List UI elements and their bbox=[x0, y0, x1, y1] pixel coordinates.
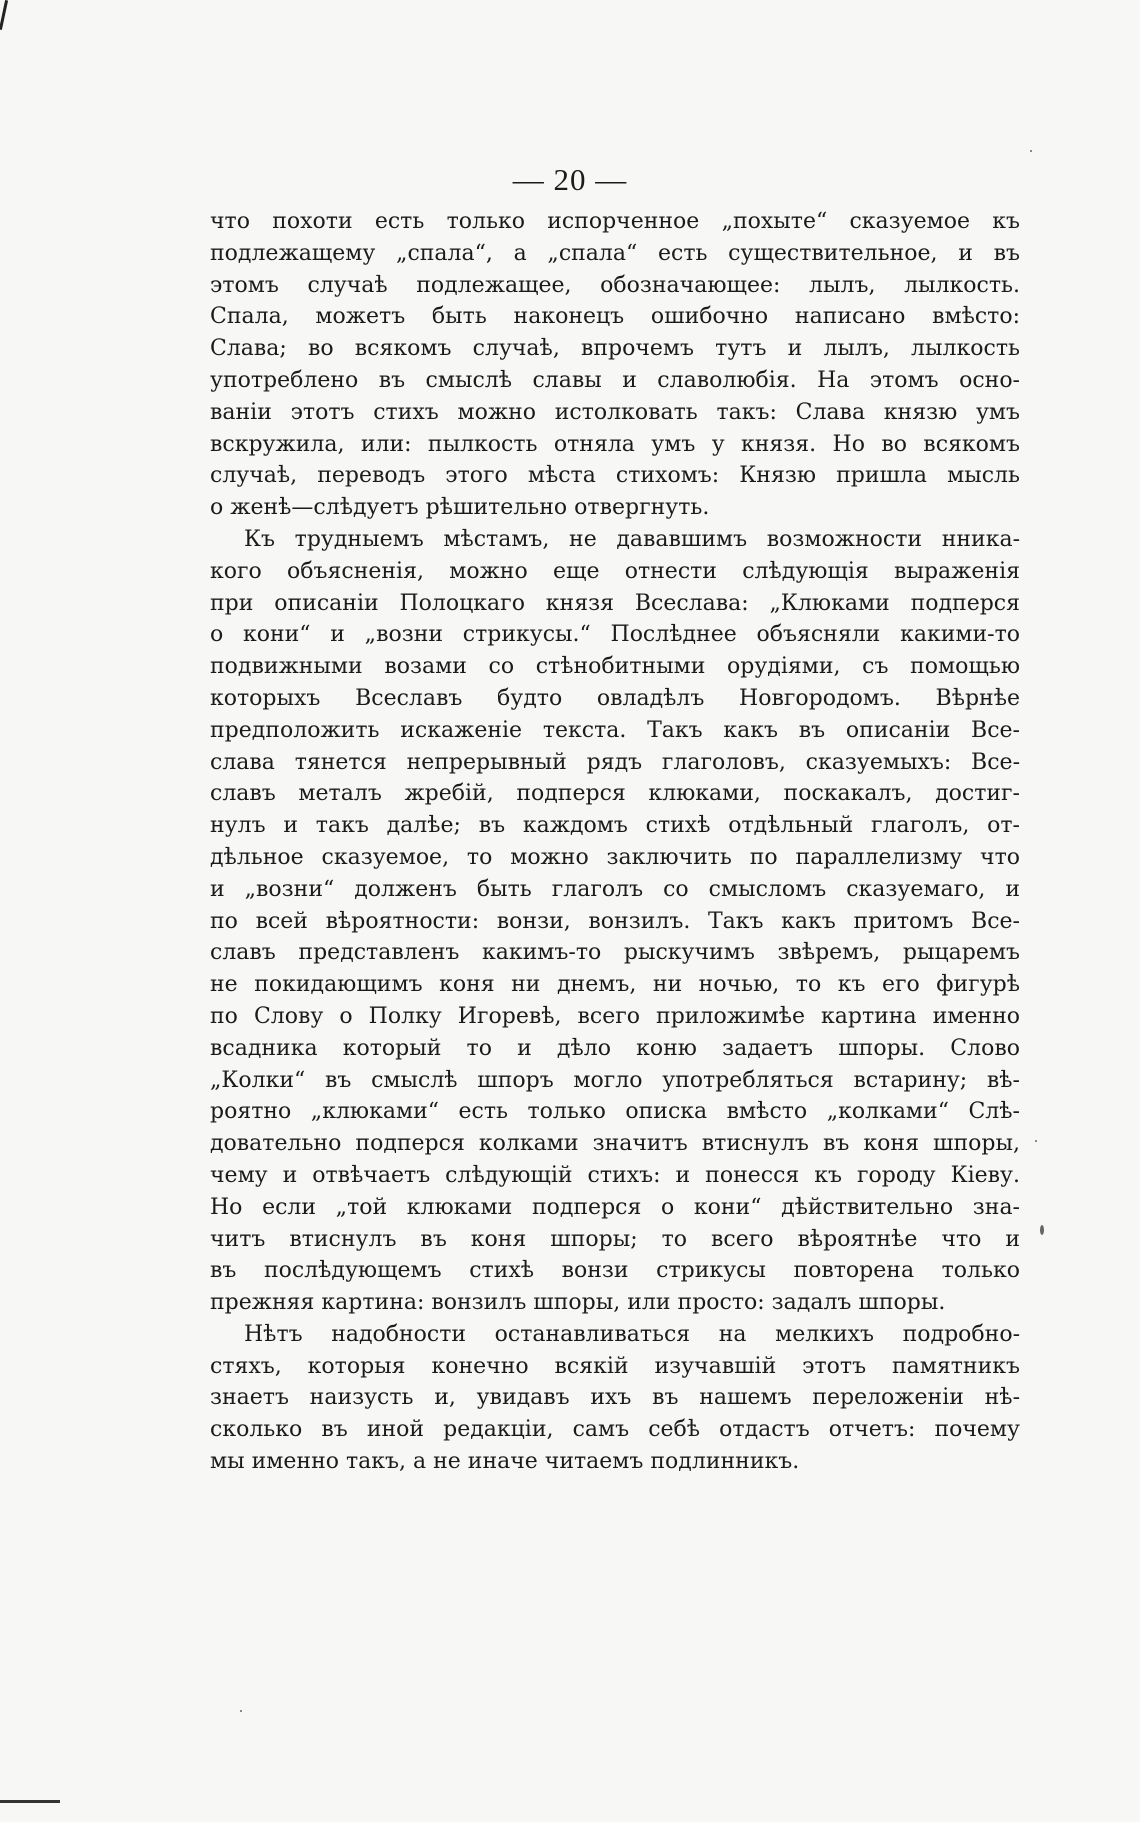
scan-edge-mark-top bbox=[0, 0, 8, 30]
text-line: славъ представленъ какимъ-то рыскучимъ звѣремъ, рыцаремъ bbox=[210, 940, 1020, 966]
text-line: сколько въ иной редакціи, самъ себѣ отдастъ отчетъ: почему bbox=[210, 1417, 1020, 1443]
text-line: случаѣ, переводъ этого мѣста стихомъ: Князю пришла мысль bbox=[210, 463, 1020, 489]
text-line: по всей вѣроятности: вонзи, вонзилъ. Такъ какъ притомъ Все- bbox=[210, 908, 1020, 934]
text-line: что похоти есть только испорченное „похыте“ сказуемое къ bbox=[210, 209, 1020, 234]
text-line: нулъ и такъ далѣе; въ каждомъ стихѣ отдѣльный глаголъ, от- bbox=[210, 813, 1020, 839]
text-line: подлежащему „спала“, а „спала“ есть существительное, и въ bbox=[210, 240, 1020, 266]
text-line: вскружила, или: пылкость отняла умъ у князя. Но во всякомъ bbox=[210, 431, 1020, 457]
text-line: подвижными возами со стѣнобитными орудіями, съ помощью bbox=[210, 654, 1020, 680]
text-line: слава тянется непрерывный рядъ глаголовъ, сказуемыхъ: Все- bbox=[210, 749, 1020, 775]
text-line: знаетъ наизусть и, увидавъ ихъ въ нашемъ переложеніи нѣ- bbox=[210, 1385, 1020, 1411]
text-line: ваніи этотъ стихъ можно истолковать такъ: Слава князю умъ bbox=[210, 399, 1020, 425]
text-line: о женѣ—слѣдуетъ рѣшительно отвергнуть. bbox=[210, 495, 710, 521]
text-line: кого объясненія, можно еще отнести слѣдующія выраженія bbox=[210, 558, 1020, 584]
text-line: предположить искаженіе текста. Такъ какъ въ описаніи Все- bbox=[210, 717, 1020, 743]
scan-speck bbox=[1035, 1140, 1037, 1142]
text-line: Спала, можетъ быть наконецъ ошибочно написано вмѣсто: bbox=[210, 304, 1020, 330]
text-line: всадника который то и дѣло коню задаетъ шпоры. Слово bbox=[210, 1035, 1020, 1061]
text-line: Но если „той клюками подперся о кони“ дѣйствительно зна- bbox=[210, 1194, 1020, 1220]
page-number: — 20 — bbox=[512, 162, 628, 197]
text-line: не покидающимъ коня ни днемъ, ни ночью, то къ его фигурѣ bbox=[210, 972, 1020, 998]
text-line: Слава; во всякомъ случаѣ, впрочемъ тутъ и лылъ, лылкость bbox=[210, 336, 1020, 362]
paragraph-first-line: Нѣтъ надобности останавливаться на мелкихъ подробно- bbox=[244, 1321, 1020, 1347]
text-line: о кони“ и „возни стрикусы.“ Послѣднее объясняли какими-то bbox=[210, 622, 1020, 648]
text-line: роятно „клюками“ есть только описка вмѣсто „колками“ Слѣ- bbox=[210, 1099, 1020, 1125]
scan-speck bbox=[1040, 1225, 1044, 1235]
scan-edge-mark-bottom bbox=[0, 1800, 60, 1803]
text-line: этомъ случаѣ подлежащее, обозначающее: лылъ, лылкость. bbox=[210, 272, 1020, 298]
text-line: въ послѣдующемъ стихѣ вонзи стрикусы повторена только bbox=[210, 1258, 1020, 1284]
text-line: стяхъ, которыя конечно всякій изучавшій этотъ памятникъ bbox=[210, 1353, 1020, 1379]
body-text bbox=[210, 206, 1020, 1478]
text-line: при описаніи Полоцкаго князя Всеслава: „Клюками подперся bbox=[210, 590, 1020, 616]
text-line: чему и отвѣчаетъ слѣдующій стихъ: и понесся къ городу Кіеву. bbox=[210, 1162, 1020, 1188]
text-line: по Слову о Полку Игоревѣ, всего приложимѣе картина именно bbox=[210, 1003, 1020, 1029]
paragraph-first-line: Къ трудныемъ мѣстамъ, не дававшимъ возможности нника- bbox=[244, 526, 1020, 552]
text-line: „Колки“ въ смыслѣ шпоръ могло употребляться встарину; вѣ- bbox=[210, 1067, 1020, 1093]
text-line: дѣльное сказуемое, то можно заключить по параллелизму что bbox=[210, 844, 1020, 870]
text-line: мы именно такъ, а не иначе читаемъ подлинникъ. bbox=[210, 1449, 800, 1475]
text-line: которыхъ Всеславъ будто овладѣлъ Новгородомъ. Вѣрнѣе bbox=[210, 685, 1020, 711]
text-line: читъ втиснулъ въ коня шпоры; то всего вѣроятнѣе что и bbox=[210, 1226, 1020, 1252]
scan-speck bbox=[1030, 150, 1032, 152]
text-line: употреблено въ смыслѣ славы и славолюбія. На этомъ осно- bbox=[210, 367, 1020, 393]
scan-speck bbox=[240, 1710, 242, 1712]
text-line: довательно подперся колками значитъ втиснулъ въ коня шпоры, bbox=[210, 1131, 1020, 1157]
text-line: прежняя картина: вонзилъ шпоры, или просто: задалъ шпоры. bbox=[210, 1290, 946, 1316]
text-line: и „возни“ долженъ быть глаголъ со смысломъ сказуемаго, и bbox=[210, 876, 1020, 902]
text-line: славъ металъ жребій, подперся клюками, поскакалъ, достиг- bbox=[210, 781, 1020, 807]
